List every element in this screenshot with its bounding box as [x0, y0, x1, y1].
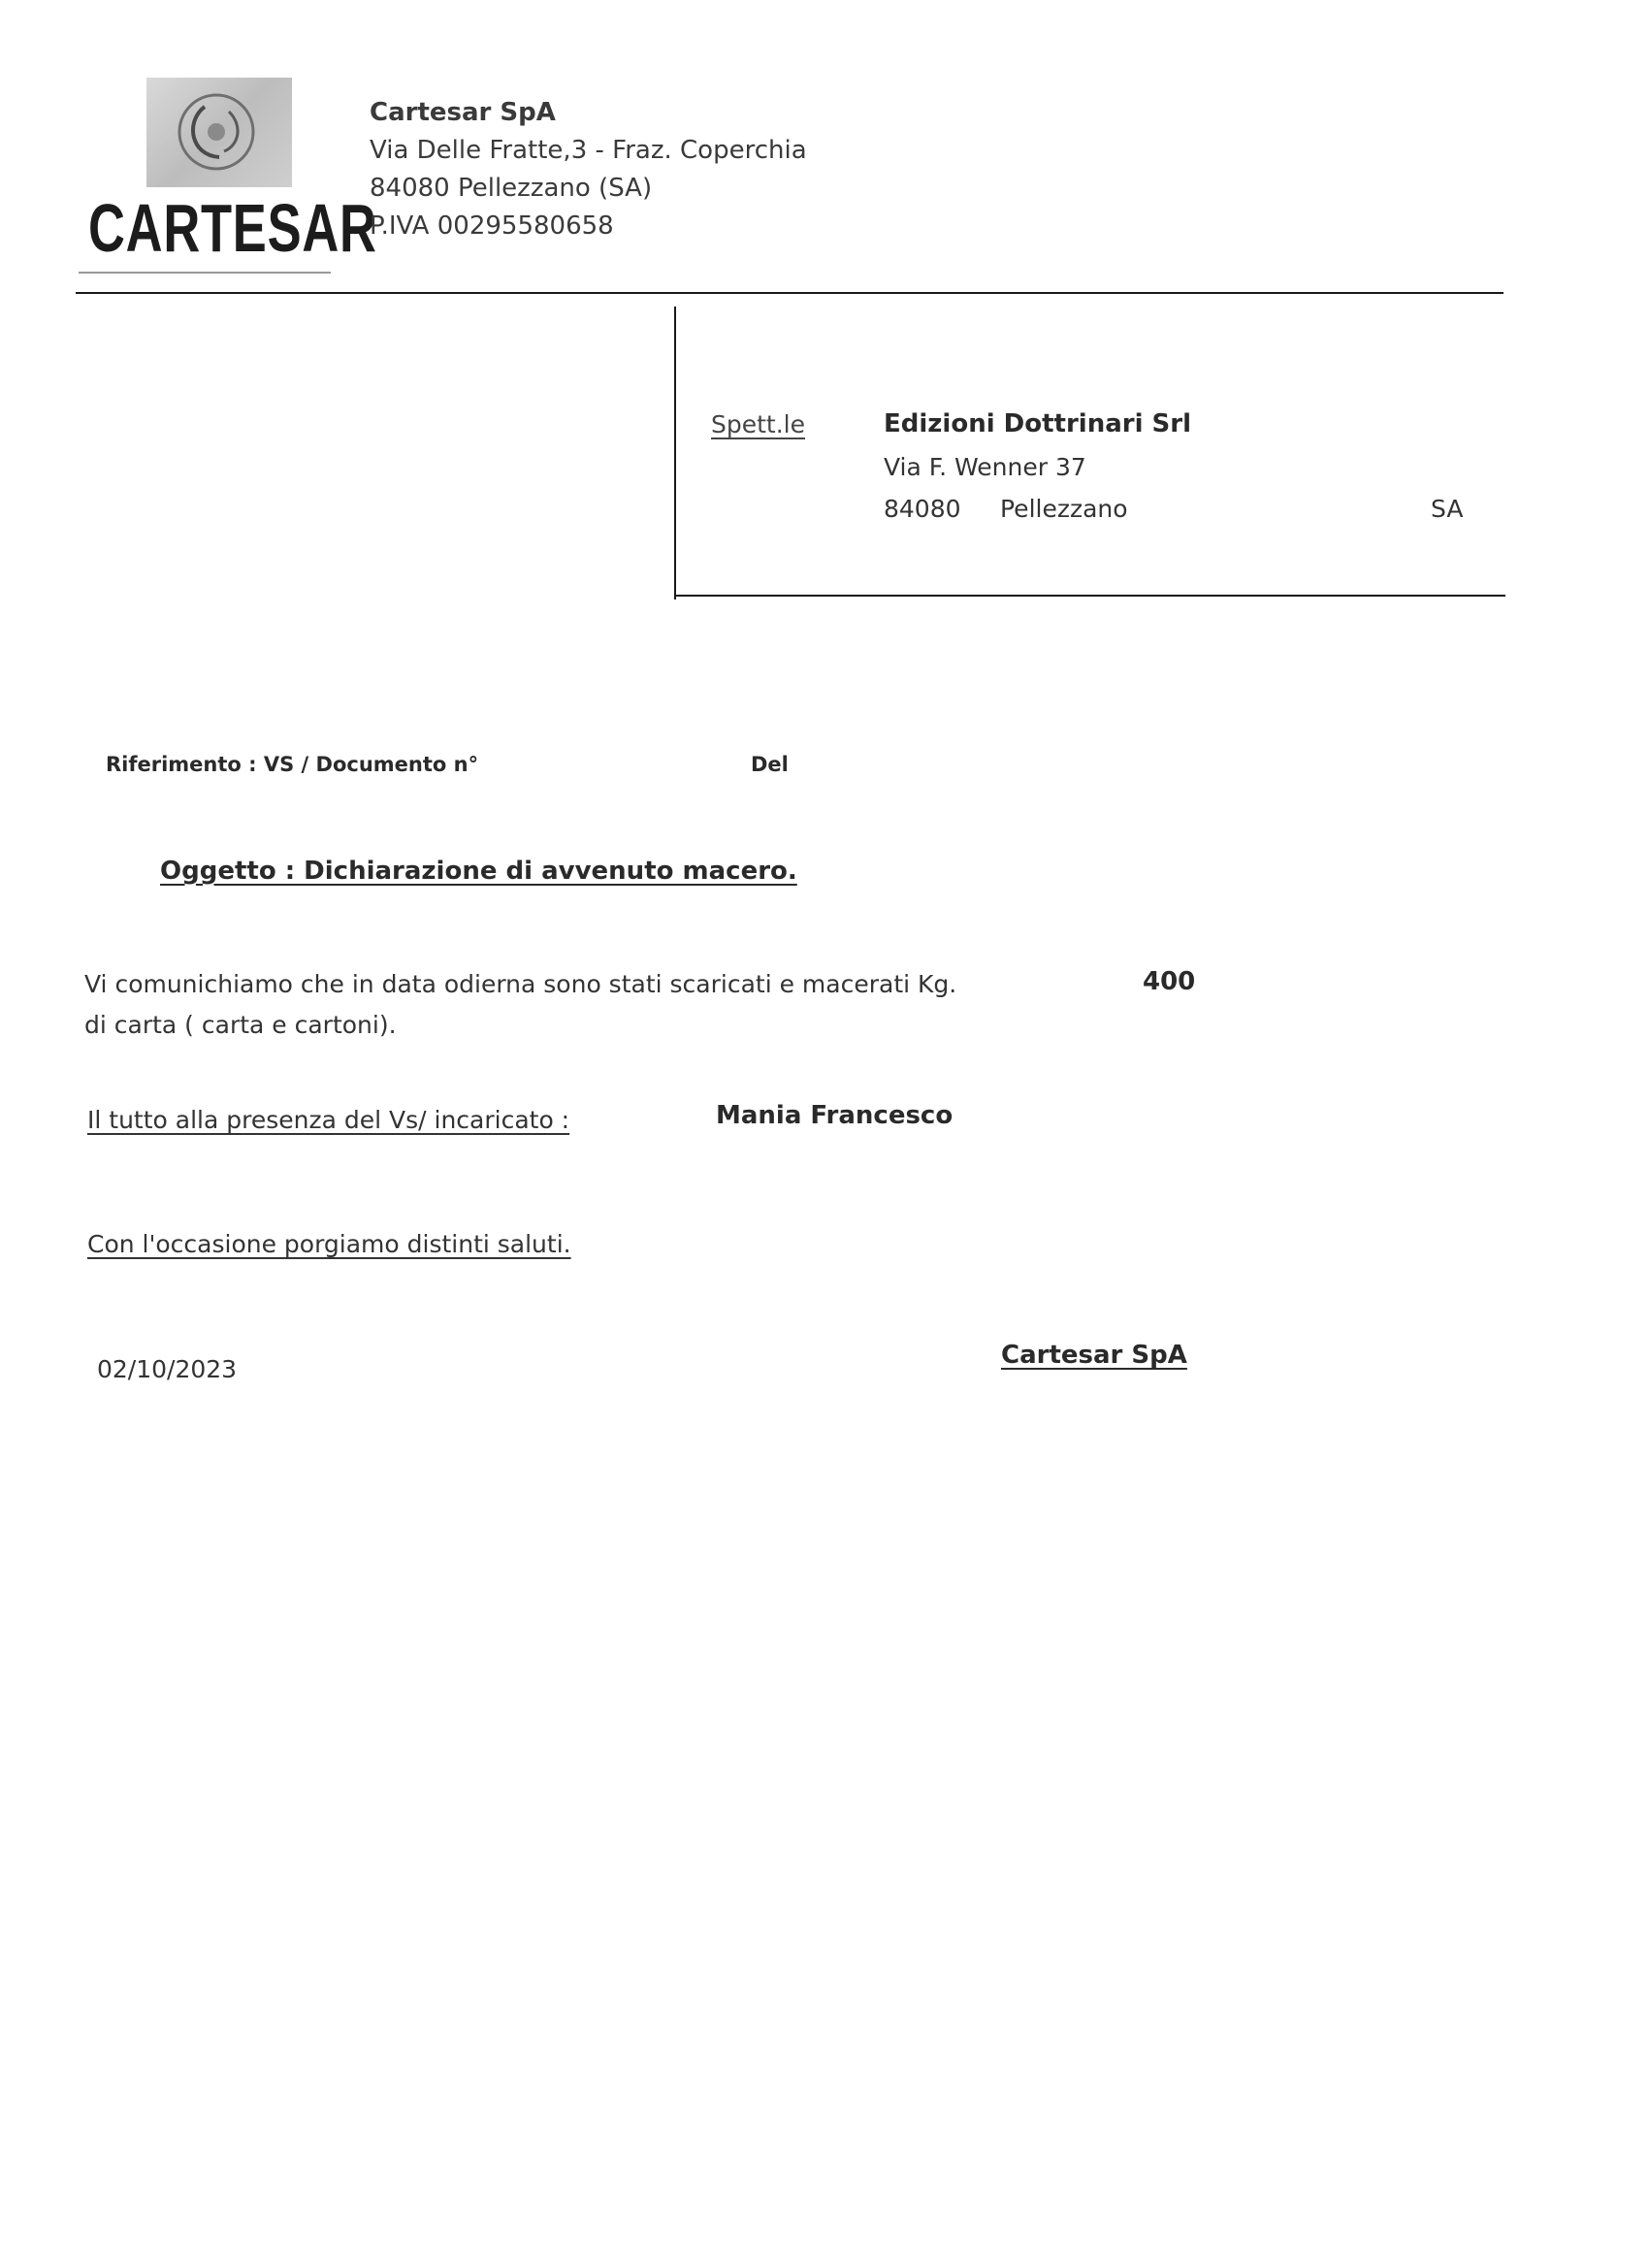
- company-logo: [79, 78, 377, 272]
- sender-address-line2: 84080 Pellezzano (SA): [370, 174, 653, 203]
- body-line1: Vi comunichiamo che in data odierna sono stati scaricati e macerati Kg.: [84, 970, 957, 998]
- recipient-street: Via F. Wenner 37: [884, 453, 1086, 481]
- logo-wordmark: CARTESAR: [88, 190, 377, 266]
- recipient-name: Edizioni Dottrinari Srl: [884, 409, 1192, 438]
- sender-company: Cartesar SpA: [370, 98, 556, 127]
- weight-value: 400: [1143, 967, 1196, 996]
- representative-name: Mania Francesco: [716, 1101, 954, 1130]
- document-date: 02/10/2023: [97, 1355, 238, 1383]
- recipient-province: SA: [1431, 495, 1464, 523]
- recipient-city: Pellezzano: [1000, 495, 1128, 523]
- recipient-salutation: Spett.le: [711, 410, 805, 438]
- reference-label: Riferimento : VS / Documento n°: [106, 753, 479, 776]
- signature: Cartesar SpA: [1001, 1341, 1187, 1370]
- sender-address-line1: Via Delle Fratte,3 - Fraz. Coperchia: [370, 136, 807, 165]
- logo-underline: [79, 272, 331, 274]
- closing-line: Con l'occasione porgiamo distinti saluti.: [87, 1230, 571, 1258]
- reference-date-label: Del: [751, 753, 789, 776]
- recipient-box-bottom-border: [674, 595, 1505, 597]
- header-divider: [76, 292, 1504, 294]
- presence-label: Il tutto alla presenza del Vs/ incaricato :: [87, 1106, 570, 1134]
- body-line2: di carta ( carta e cartoni).: [84, 1011, 397, 1039]
- sender-vat: P.IVA 00295580658: [370, 211, 614, 241]
- recipient-box-left-border: [674, 307, 676, 599]
- recipient-zip: 84080: [884, 495, 961, 523]
- logo-emblem: [146, 78, 292, 187]
- sender-block: [370, 94, 807, 245]
- subject-line: Oggetto : Dichiarazione di avvenuto macero.: [160, 857, 797, 886]
